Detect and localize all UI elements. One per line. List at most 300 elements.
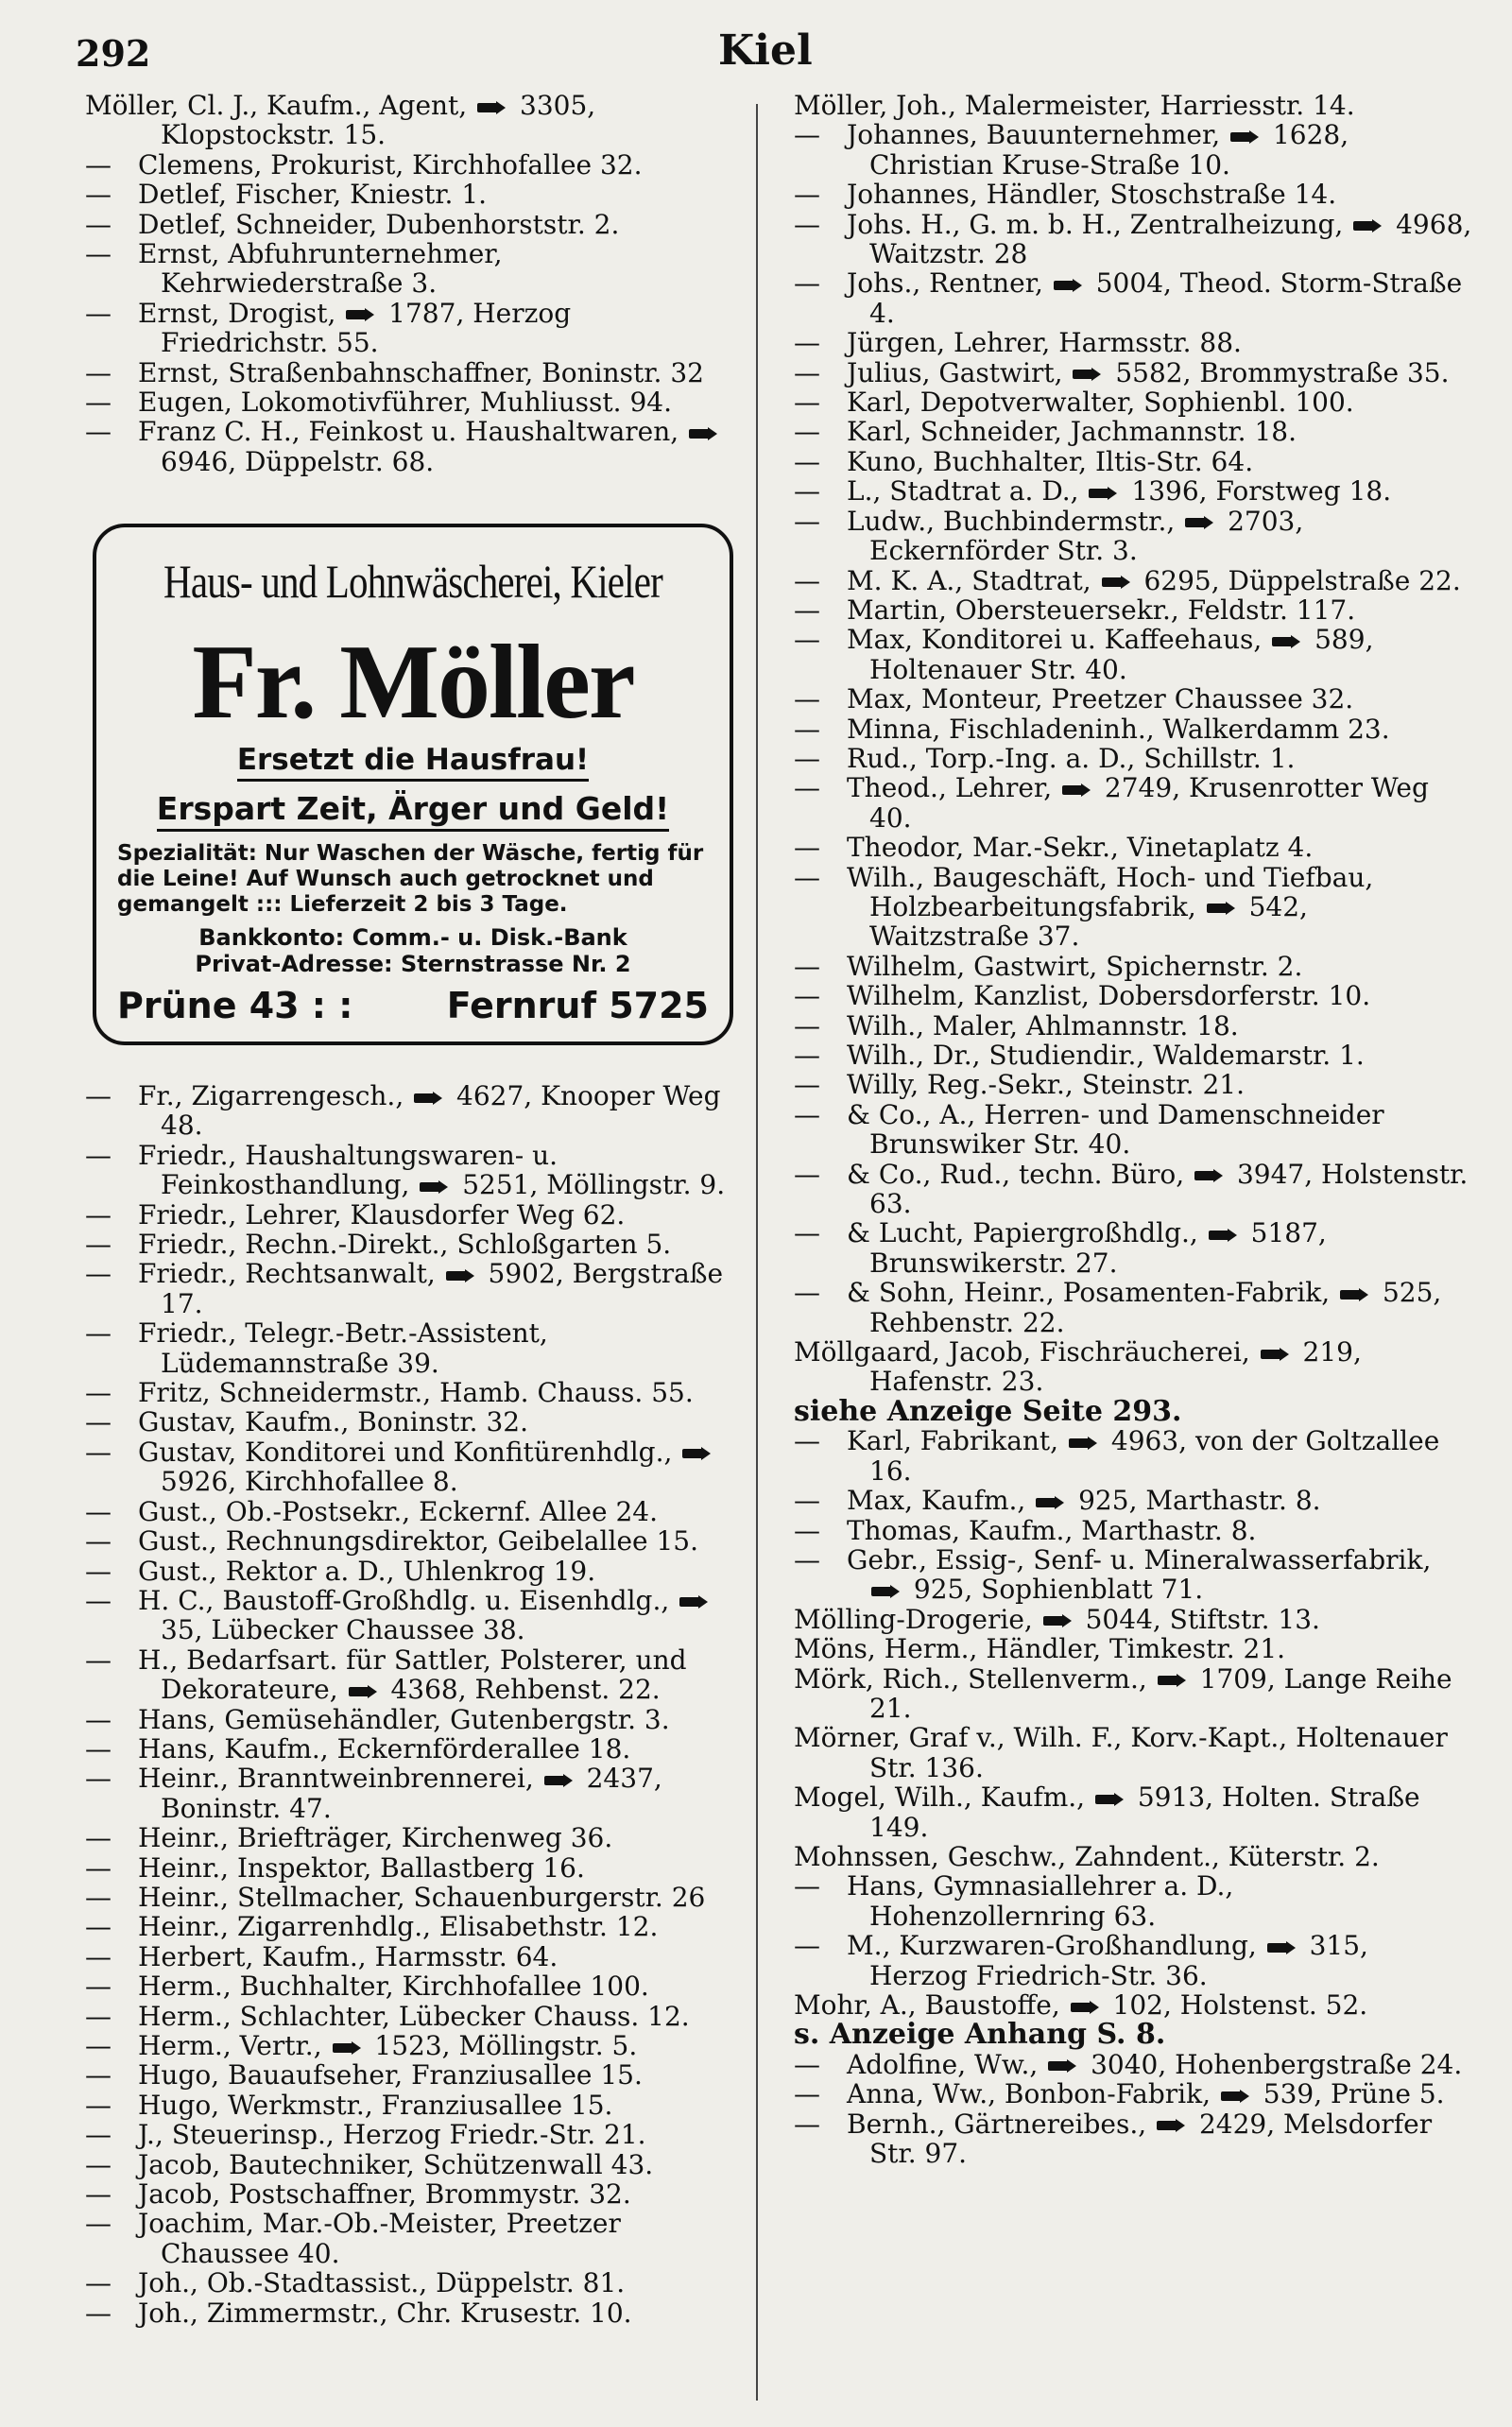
- ditto-dash: —: [85, 2178, 112, 2211]
- entry-text: Gustav, Konditorei und Konfitürenhdlg.,: [138, 1436, 681, 1468]
- entry-text: Mölling-Drogerie,: [794, 1603, 1041, 1635]
- ditto-dash: —: [85, 2119, 112, 2151]
- directory-entry: [85, 2002, 747, 2031]
- entry-text: 6295, Düppelstraße 22.: [1135, 564, 1461, 596]
- entry-text: Fritz, Schneidermstr., Hamb. Chauss. 55.: [138, 1377, 694, 1409]
- directory-entry: [794, 1516, 1474, 1545]
- directory-entry: [85, 1497, 747, 1526]
- ditto-dash: —: [85, 2059, 112, 2091]
- entry-text: Herm., Schlachter, Lübecker Chauss. 12.: [138, 2000, 690, 2032]
- telephone-icon: [446, 1269, 474, 1282]
- entry-text: Johannes, Händler, Stoschstraße 14.: [847, 179, 1337, 211]
- entry-text: Eugen, Lokomotivführer, Muhliusst. 94.: [138, 387, 673, 419]
- entry-text: Joh., Zimmermstr., Chr. Krusestr. 10.: [138, 2297, 632, 2329]
- entry-text: 102, Holstenst. 52.: [1104, 1989, 1368, 2021]
- ad-headline: Haus- und Lohnwäscherei, Kieler: [163, 555, 662, 608]
- ditto-dash: —: [85, 179, 112, 211]
- entry-text: 4963, von der Goltzallee 16.: [869, 1425, 1440, 1487]
- entry-text: 2429, Melsdorfer Str. 97.: [869, 2108, 1433, 2170]
- directory-entry: [85, 1200, 747, 1230]
- directory-entry: [85, 2150, 747, 2179]
- entry-text: Mörk, Rich., Stellenverm.,: [794, 1662, 1156, 1695]
- column-divider: [756, 104, 758, 2401]
- entry-text: Friedr., Telegr.-Betr.-Assistent, Lüdemannstraße 39.: [138, 1317, 548, 1379]
- directory-entry: [794, 328, 1474, 357]
- directory-entry: [85, 1230, 747, 1259]
- ditto-dash: —: [794, 1514, 820, 1546]
- ditto-dash: —: [85, 1911, 112, 1943]
- directory-entry: [85, 150, 747, 180]
- ditto-dash: —: [85, 2000, 112, 2032]
- entry-text: Karl, Depotverwalter, Sophienbl. 100.: [847, 387, 1354, 419]
- directory-entry: [85, 2298, 747, 2328]
- directory-entry: [794, 1634, 1474, 1663]
- entry-text: Wilh., Baugeschäft, Hoch- und Tiefbau, Holzbearbeitungsfabrik,: [847, 861, 1374, 922]
- directory-entry: [85, 239, 747, 299]
- ad-phone: Fernruf 5725: [446, 985, 709, 1026]
- telephone-icon: [1207, 902, 1235, 915]
- left-column-top: [85, 91, 747, 476]
- entry-text: 2749, Krusenrotter Weg 40.: [869, 772, 1429, 834]
- directory-entry: [85, 1645, 747, 1705]
- telephone-icon: [1272, 635, 1300, 648]
- ditto-dash: —: [794, 950, 820, 982]
- entry-text: Jacob, Postschaffner, Brommystr. 32.: [138, 2178, 631, 2211]
- telephone-icon: [414, 1092, 442, 1105]
- ditto-dash: —: [794, 832, 820, 864]
- ditto-dash: —: [794, 2048, 820, 2080]
- directory-entry: [85, 210, 747, 239]
- ad-address: Prüne 43 : :: [117, 985, 353, 1026]
- ditto-dash: —: [85, 1644, 112, 1676]
- directory-entry: [794, 2109, 1474, 2169]
- directory-entry: [794, 2079, 1474, 2109]
- entry-text: Karl, Schneider, Jachmannstr. 18.: [847, 416, 1297, 448]
- ditto-dash: —: [794, 267, 820, 300]
- directory-entry: [85, 1823, 747, 1852]
- entry-text: 4627, Knooper Weg 48.: [161, 1080, 721, 1142]
- ditto-dash: —: [85, 1495, 112, 1527]
- directory-entry: [85, 417, 747, 476]
- entry-text: & Co., Rud., techn. Büro,: [847, 1158, 1194, 1190]
- entry-text: Max, Monteur, Preetzer Chaussee 32.: [847, 683, 1354, 715]
- directory-entry: [794, 91, 1474, 120]
- telephone-icon: [1353, 219, 1382, 232]
- telephone-icon: [346, 308, 374, 321]
- ditto-dash: —: [794, 445, 820, 477]
- ditto-dash: —: [85, 1229, 112, 1261]
- entry-text: 525, Rehbenstr. 22.: [869, 1277, 1442, 1338]
- entry-text: Franz C. H., Feinkost u. Haushaltwaren,: [138, 416, 688, 448]
- directory-entry: [794, 1218, 1474, 1278]
- directory-entry: [794, 863, 1474, 952]
- left-column-bottom: [85, 1081, 747, 2328]
- entry-text: s. Anzeige Anhang S. 8.: [794, 2018, 1166, 2052]
- directory-entry: [85, 1705, 747, 1734]
- ditto-dash: —: [85, 1763, 112, 1795]
- ditto-dash: —: [794, 327, 820, 359]
- ditto-dash: —: [85, 2089, 112, 2121]
- entry-text: Kuno, Buchhalter, Iltis-Str. 64.: [847, 445, 1254, 477]
- entry-text: M., Kurzwaren-Großhandlung,: [847, 1930, 1265, 1962]
- entry-text: Hans, Kaufm., Eckernförderallee 18.: [138, 1732, 631, 1764]
- entry-text: 1396, Forstweg 18.: [1123, 475, 1392, 508]
- directory-entry: [794, 833, 1474, 862]
- directory-entry: [794, 1160, 1474, 1219]
- entry-text: Clemens, Prokurist, Kirchhofallee 32.: [138, 148, 643, 181]
- directory-entry: [794, 1664, 1474, 1724]
- telephone-icon: [1158, 1674, 1186, 1687]
- telephone-icon: [420, 1180, 448, 1194]
- telephone-icon: [477, 101, 506, 114]
- entry-text: Adolfine, Ww.,: [847, 2048, 1047, 2080]
- telephone-icon: [1209, 1229, 1237, 1242]
- entry-text: Joachim, Mar.-Ob.-Meister, Preetzer Chaussee 40.: [138, 2208, 621, 2269]
- entry-text: 5582, Brommystraße 35.: [1107, 356, 1450, 388]
- page-number: 292: [76, 32, 151, 75]
- ditto-dash: —: [85, 208, 112, 240]
- ditto-dash: —: [794, 387, 820, 419]
- entry-text: Herm., Buchhalter, Kirchhofallee 100.: [138, 1971, 649, 2003]
- telephone-icon: [1157, 2119, 1185, 2132]
- entry-text: Ernst, Straßenbahnschaffner, Boninstr. 32: [138, 356, 704, 388]
- directory-entry: [794, 566, 1474, 595]
- ditto-dash: —: [794, 564, 820, 596]
- ditto-dash: —: [794, 1069, 820, 1101]
- entry-text: Wilhelm, Gastwirt, Spichernstr. 2.: [847, 950, 1303, 982]
- ditto-dash: —: [794, 1870, 820, 1902]
- directory-entry: [794, 2018, 1474, 2052]
- ditto-dash: —: [794, 594, 820, 626]
- directory-entry: [794, 120, 1474, 180]
- entry-text: Friedr., Haushaltungswaren- u. Feinkosthandlung,: [138, 1139, 558, 1201]
- entry-text: 925, Marthastr. 8.: [1070, 1485, 1321, 1517]
- entry-text: Joh., Ob.-Stadtassist., Düppelstr. 81.: [138, 2267, 626, 2299]
- entry-text: 5902, Bergstraße 17.: [161, 1258, 724, 1319]
- entry-text: Heinr., Inspektor, Ballastberg 16.: [138, 1851, 585, 1884]
- directory-entry: [85, 1437, 747, 1497]
- ditto-dash: —: [85, 1525, 112, 1558]
- directory-entry: [85, 1942, 747, 1971]
- directory-entry: [794, 773, 1474, 833]
- entry-text: Detlef, Schneider, Dubenhorststr. 2.: [138, 208, 620, 240]
- directory-entry: [794, 2050, 1474, 2079]
- entry-text: 2437, Boninstr. 47.: [161, 1763, 662, 1824]
- entry-text: Heinr., Briefträger, Kirchenweg 36.: [138, 1822, 613, 1854]
- telephone-icon: [1054, 279, 1082, 292]
- ditto-dash: —: [794, 1040, 820, 1071]
- directory-entry: [85, 2060, 747, 2090]
- telephone-icon: [1043, 1614, 1072, 1627]
- directory-entry: [794, 210, 1474, 269]
- ditto-dash: —: [794, 208, 820, 240]
- right-column: [794, 91, 1474, 2168]
- entry-text: Friedr., Lehrer, Klausdorfer Weg 62.: [138, 1198, 626, 1231]
- ditto-dash: —: [794, 683, 820, 715]
- directory-entry: [794, 417, 1474, 446]
- directory-entry: [85, 1259, 747, 1318]
- entry-text: Friedr., Rechtsanwalt,: [138, 1258, 444, 1290]
- telephone-icon: [1062, 783, 1091, 797]
- entry-text: Möller, Cl. J., Kaufm., Agent,: [85, 90, 476, 121]
- entry-text: Herbert, Kaufm., Harmsstr. 64.: [138, 1940, 558, 1972]
- directory-entry: [794, 1545, 1474, 1605]
- entry-text: Willy, Reg.-Sekr., Steinstr. 21.: [847, 1069, 1245, 1101]
- entry-text: 1523, Möllingstr. 5.: [366, 2030, 638, 2061]
- entry-text: Max, Konditorei u. Kaffeehaus,: [847, 624, 1271, 656]
- telephone-icon: [1071, 2001, 1099, 2014]
- directory-entry: [85, 2268, 747, 2298]
- entry-text: M. K. A., Stadtrat,: [847, 564, 1100, 596]
- ditto-dash: —: [85, 1406, 112, 1438]
- directory-entry: [85, 180, 747, 209]
- ditto-dash: —: [85, 1940, 112, 1972]
- entry-text: 925, Sophienblatt 71.: [905, 1574, 1204, 1606]
- directory-entry: [794, 180, 1474, 209]
- ditto-dash: —: [794, 1098, 820, 1130]
- ditto-dash: —: [794, 980, 820, 1012]
- directory-entry: [794, 1782, 1474, 1842]
- entry-text: 4968, Waitzstr. 28: [869, 208, 1472, 270]
- entry-text: 5251, Möllingstr. 9.: [454, 1169, 726, 1201]
- ditto-dash: —: [794, 1009, 820, 1041]
- ditto-dash: —: [794, 2108, 820, 2140]
- ditto-dash: —: [794, 1158, 820, 1190]
- ditto-dash: —: [794, 475, 820, 508]
- directory-entry: [85, 1081, 747, 1141]
- directory-entry: [85, 387, 747, 417]
- ditto-dash: —: [794, 356, 820, 388]
- entry-text: 3040, Hohenbergstraße 24.: [1082, 2048, 1463, 2080]
- entry-text: 1628, Christian Kruse-Straße 10.: [869, 119, 1349, 181]
- page-header: [76, 26, 1474, 83]
- ditto-dash: —: [794, 505, 820, 537]
- ditto-dash: —: [85, 2297, 112, 2329]
- entry-text: 35, Lübecker Chaussee 38.: [161, 1614, 525, 1646]
- ditto-dash: —: [794, 624, 820, 656]
- telephone-icon: [679, 1595, 708, 1609]
- entry-text: Gebr., Essig-, Senf- u. Mineralwasserfabrik,: [847, 1543, 1432, 1575]
- entry-text: 1787, Herzog Friedrichstr. 55.: [161, 297, 572, 359]
- telephone-icon: [349, 1685, 377, 1698]
- directory-entry: [794, 358, 1474, 387]
- ditto-dash: —: [85, 148, 112, 181]
- entry-text: J., Steuerinsp., Herzog Friedr.-Str. 21.: [138, 2119, 646, 2151]
- telephone-icon: [1267, 1941, 1296, 1954]
- directory-entry: [794, 714, 1474, 744]
- telephone-icon: [1230, 130, 1259, 144]
- directory-entry: [85, 2091, 747, 2120]
- entry-text: Bernh., Gärtnereibes.,: [847, 2108, 1156, 2140]
- ditto-dash: —: [85, 1703, 112, 1735]
- entry-text: Anna, Ww., Bonbon-Fabrik,: [847, 2078, 1219, 2110]
- entry-text: 5044, Stiftstr. 13.: [1076, 1603, 1320, 1635]
- ditto-dash: —: [85, 297, 112, 329]
- ditto-dash: —: [85, 1080, 112, 1111]
- entry-text: Möns, Herm., Händler, Timkestr. 21.: [794, 1633, 1286, 1665]
- directory-entry: [794, 268, 1474, 328]
- advertisement-box: [93, 524, 733, 1045]
- telephone-icon: [1069, 1437, 1097, 1450]
- directory-entry: [794, 1723, 1474, 1782]
- ditto-dash: —: [794, 1930, 820, 1962]
- directory-entry: [794, 1426, 1474, 1486]
- entry-text: Heinr., Stellmacher, Schauenburgerstr. 26: [138, 1881, 706, 1913]
- telephone-icon: [333, 2041, 361, 2055]
- entry-text: Ludw., Buchbindermstr.,: [847, 505, 1184, 537]
- telephone-icon: [544, 1774, 573, 1787]
- entry-text: Ernst, Abfuhrunternehmer, Kehrwiederstraße 3.: [138, 238, 503, 300]
- entry-text: Ernst, Drogist,: [138, 297, 345, 329]
- ditto-dash: —: [85, 1555, 112, 1587]
- entry-text: 1709, Lange Reihe 21.: [869, 1662, 1452, 1724]
- entry-text: 539, Prüne 5.: [1254, 2078, 1445, 2110]
- directory-entry: [794, 507, 1474, 566]
- entry-text: Herm., Vertr.,: [138, 2030, 331, 2061]
- entry-text: & Sohn, Heinr., Posamenten-Fabrik,: [847, 1277, 1339, 1309]
- ad-slogan-primary: Ersetzt die Hausfrau!: [96, 743, 730, 777]
- directory-entry: [794, 1605, 1474, 1634]
- entry-text: siehe Anzeige Seite 293.: [794, 1394, 1182, 1428]
- entry-text: Theodor, Mar.-Sekr., Vinetaplatz 4.: [847, 832, 1314, 864]
- ditto-dash: —: [794, 2078, 820, 2110]
- directory-entry: [85, 1318, 747, 1378]
- ditto-dash: —: [794, 1425, 820, 1457]
- ditto-dash: —: [794, 1543, 820, 1575]
- directory-entry: [85, 299, 747, 358]
- entry-text: 6946, Düppelstr. 68.: [161, 445, 435, 477]
- directory-entry: [794, 1100, 1474, 1160]
- entry-text: Heinr., Zigarrenhdlg., Elisabethstr. 12.: [138, 1911, 659, 1943]
- directory-entry: [85, 358, 747, 387]
- telephone-icon: [1102, 576, 1130, 589]
- directory-entry: [85, 1378, 747, 1407]
- entry-text: 2703, Eckernförder Str. 3.: [869, 505, 1304, 567]
- directory-entry: [794, 1070, 1474, 1099]
- ditto-dash: —: [85, 1584, 112, 1616]
- ditto-dash: —: [85, 416, 112, 448]
- entry-text: 3305, Klopstockstr. 15.: [161, 90, 596, 151]
- entry-text: Fr., Zigarrengesch.,: [138, 1080, 413, 1111]
- entry-text: Mohr, A., Baustoffe,: [794, 1989, 1069, 2021]
- entry-text: Johs. H., G. m. b. H., Zentralheizung,: [847, 208, 1352, 240]
- ditto-dash: —: [794, 713, 820, 745]
- entry-text: Gust., Ob.-Postsekr., Eckernf. Allee 24.: [138, 1495, 659, 1527]
- ditto-dash: —: [794, 1485, 820, 1517]
- ditto-dash: —: [85, 1377, 112, 1409]
- directory-entry: [794, 1486, 1474, 1515]
- ad-private-address: Privat-Adresse: Sternstrasse Nr. 2: [195, 951, 631, 977]
- ad-details: Spezialität: Nur Waschen der Wäsche, fertig für die Leine! Auf Wunsch auch getrocknet und gemangelt ::: Lieferzeit 2 bis 3 Tage.: [117, 841, 704, 917]
- ditto-dash: —: [85, 1732, 112, 1764]
- telephone-icon: [1221, 2090, 1249, 2103]
- entry-text: Mogel, Wilh., Kaufm.,: [794, 1782, 1093, 1814]
- telephone-icon: [682, 1447, 711, 1460]
- directory-entry: [794, 1931, 1474, 1990]
- ad-company-name: Fr. Möller: [192, 624, 634, 741]
- telephone-icon: [1194, 1169, 1223, 1182]
- directory-entry: [794, 387, 1474, 417]
- entry-text: Hans, Gemüsehändler, Gutenbergstr. 3.: [138, 1703, 670, 1735]
- ditto-dash: —: [794, 119, 820, 151]
- directory-entry: [85, 2120, 747, 2149]
- entry-text: Rud., Torp.-Ing. a. D., Schillstr. 1.: [847, 742, 1296, 774]
- ditto-dash: —: [85, 1881, 112, 1913]
- entry-text: Möller, Joh., Malermeister, Harriesstr. 14.: [794, 90, 1355, 121]
- telephone-icon: [1095, 1793, 1124, 1806]
- entry-text: Martin, Obersteuersekr., Feldstr. 117.: [847, 594, 1356, 626]
- directory-entry: [794, 684, 1474, 714]
- entry-text: Hugo, Werkmstr., Franziusallee 15.: [138, 2089, 613, 2121]
- entry-text: L., Stadtrat a. D.,: [847, 475, 1088, 508]
- telephone-icon: [1261, 1348, 1289, 1361]
- entry-text: Hugo, Bauaufseher, Franziusallee 15.: [138, 2059, 643, 2091]
- ditto-dash: —: [85, 1436, 112, 1468]
- ditto-dash: —: [85, 1139, 112, 1171]
- telephone-icon: [1036, 1496, 1064, 1509]
- directory-entry: [85, 1971, 747, 2001]
- entry-text: Gust., Rektor a. D., Uhlenkrog 19.: [138, 1555, 596, 1587]
- directory-entry: [85, 1764, 747, 1823]
- ditto-dash: —: [85, 1822, 112, 1854]
- ditto-dash: —: [794, 416, 820, 448]
- directory-entry: [794, 1278, 1474, 1337]
- entry-text: H., Bedarfsart. für Sattler, Polsterer, und Dekorateure,: [138, 1644, 687, 1706]
- entry-text: Wilh., Maler, Ahlmannstr. 18.: [847, 1009, 1239, 1041]
- ad-footer: [117, 985, 709, 1026]
- directory-entry: [794, 1990, 1474, 2020]
- entry-text: Gust., Rechnungsdirektor, Geibelallee 15.: [138, 1525, 699, 1558]
- ditto-dash: —: [794, 1277, 820, 1309]
- entry-text: Thomas, Kaufm., Marthastr. 8.: [847, 1514, 1257, 1546]
- ditto-dash: —: [85, 356, 112, 388]
- telephone-icon: [1048, 2059, 1076, 2073]
- telephone-icon: [1185, 516, 1213, 529]
- entry-text: 5926, Kirchhofallee 8.: [161, 1466, 458, 1498]
- entry-text: Gustav, Kaufm., Boninstr. 32.: [138, 1406, 528, 1438]
- ditto-dash: —: [794, 772, 820, 804]
- ditto-dash: —: [794, 1217, 820, 1249]
- entry-text: Wilhelm, Kanzlist, Dobersdorferstr. 10.: [847, 980, 1371, 1012]
- entry-text: Detlef, Fischer, Kniestr. 1.: [138, 179, 488, 211]
- directory-entry: [794, 744, 1474, 773]
- directory-entry: [85, 2179, 747, 2209]
- entry-text: 315, Herzog Friedrich-Str. 36.: [869, 1930, 1368, 1991]
- ditto-dash: —: [85, 2030, 112, 2061]
- ditto-dash: —: [85, 387, 112, 419]
- directory-entry: [794, 476, 1474, 506]
- directory-entry: [794, 1871, 1474, 1931]
- directory-entry: [794, 447, 1474, 476]
- entry-text: Jacob, Bautechniker, Schützenwall 43.: [138, 2148, 654, 2180]
- entry-text: 3947, Holstenstr. 63.: [869, 1158, 1469, 1220]
- directory-entry: [85, 2209, 747, 2268]
- entry-text: Mohnssen, Geschw., Zahndent., Küterstr. 2.: [794, 1840, 1380, 1872]
- telephone-icon: [871, 1585, 900, 1598]
- ditto-dash: —: [794, 861, 820, 893]
- entry-text: Mörner, Graf v., Wilh. F., Korv.-Kapt., Holtenauer Str. 136.: [794, 1722, 1448, 1783]
- directory-entry: [85, 91, 747, 150]
- entry-text: 5187, Brunswikerstr. 27.: [869, 1217, 1327, 1279]
- entry-text: 589, Holtenauer Str. 40.: [869, 624, 1374, 685]
- entry-text: 219, Hafenstr. 23.: [869, 1336, 1362, 1398]
- entry-text: Friedr., Rechn.-Direkt., Schloßgarten 5.: [138, 1229, 672, 1261]
- telephone-icon: [1089, 487, 1117, 500]
- telephone-icon: [689, 427, 717, 440]
- directory-entry: [85, 1557, 747, 1586]
- entry-text: H. C., Baustoff-Großhdlg. u. Eisenhdlg.,: [138, 1584, 679, 1616]
- entry-text: Johs., Rentner,: [847, 267, 1052, 300]
